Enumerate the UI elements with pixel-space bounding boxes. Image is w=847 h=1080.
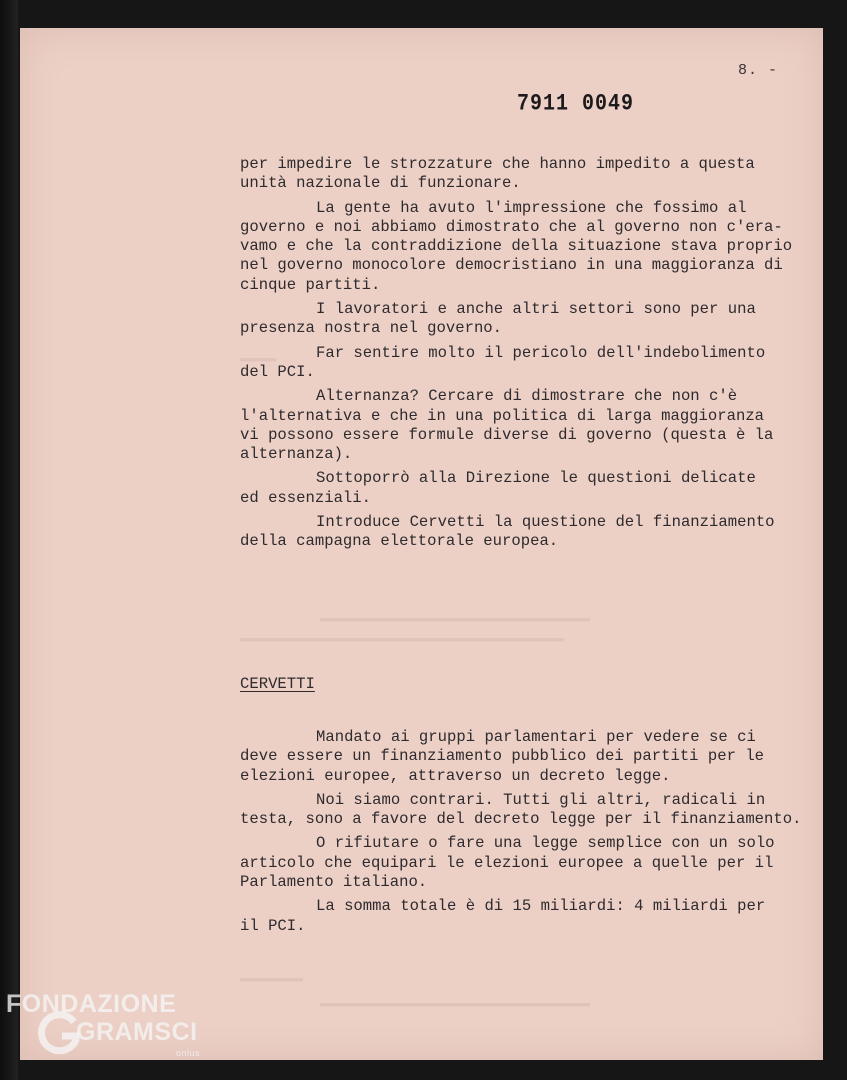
paragraph: O rifiutare o fare una legge semplice con un solo articolo che equipari le elezioni europee a quelle per il Parlamento italiano. — [240, 834, 775, 892]
paragraph: I lavoratori e anche altri settori sono per una presenza nostra nel governo. — [240, 300, 756, 338]
paragraph: Sottoporrò alla Direzione le questioni delicate ed essenziali. — [240, 469, 756, 507]
scan-border — [0, 0, 18, 1080]
speaker-text — [240, 728, 830, 941]
watermark-line1: FONDAZIONE — [6, 990, 177, 1018]
speaker-heading: CERVETTI — [240, 675, 315, 693]
paragraph: Noi siamo contrari. Tutti gli altri, radicali in testa, sono a favore del decreto legge per il finanziamento. — [240, 790, 802, 829]
paragraph: La gente ha avuto l'impressione che fossimo al governo e noi abbiamo dimostrato che al governo non c'era- vamo e che la contraddizione della situazione stava proprio nel governo monocolore democristiano in una maggioranza di cinque partiti. — [240, 198, 793, 294]
paragraph: La somma totale è di 15 miliardi: 4 miliardi per il PCI. — [240, 897, 766, 935]
bleed-through: ▬▬▬▬▬▬▬▬▬▬▬▬▬▬▬▬▬▬▬▬▬▬▬▬▬▬▬▬▬▬▬▬▬▬▬▬ — [240, 630, 565, 647]
bleed-through: ▬▬▬▬ — [240, 350, 277, 367]
paragraph: per impedire le strozzature che hanno impedito a questa unità nazionale di funzionare. — [240, 155, 755, 193]
paragraph: Far sentire molto il pericolo dell'indebolimento del PCI. — [240, 343, 766, 381]
bleed-through: ▬▬▬▬▬▬▬▬▬▬▬▬▬▬▬▬▬▬▬▬▬▬▬▬▬▬▬▬▬▬ — [320, 995, 591, 1012]
bleed-through: ▬▬▬▬▬▬▬▬▬▬▬▬▬▬▬▬▬▬▬▬▬▬▬▬▬▬▬▬▬▬ — [320, 610, 591, 627]
paragraph: Introduce Cervetti la questione del finanziamento della campagna elettorale europea. — [240, 513, 775, 551]
watermark-line2: GRAMSCI — [76, 1018, 198, 1046]
watermark-logo — [6, 988, 216, 1076]
bleed-through: ▬▬▬▬▬▬▬ — [240, 970, 304, 987]
paragraph: Mandato ai gruppi parlamentari per vedere se ci deve essere un finanziamento pubblico dei partiti per le elezioni europee, attraverso un decreto legge. — [240, 728, 765, 785]
body-text — [240, 155, 830, 557]
paragraph: Alternanza? Cercare di dimostrare che non c'è l'alternativa e che in una politica di larga maggioranza vi possono essere formule diverse di governo (questa è la alternanza). — [240, 387, 774, 464]
archive-code: 7911 0049 — [517, 91, 635, 118]
page-number: 8. - — [738, 62, 779, 79]
watermark-sub: onlus — [176, 1048, 201, 1058]
